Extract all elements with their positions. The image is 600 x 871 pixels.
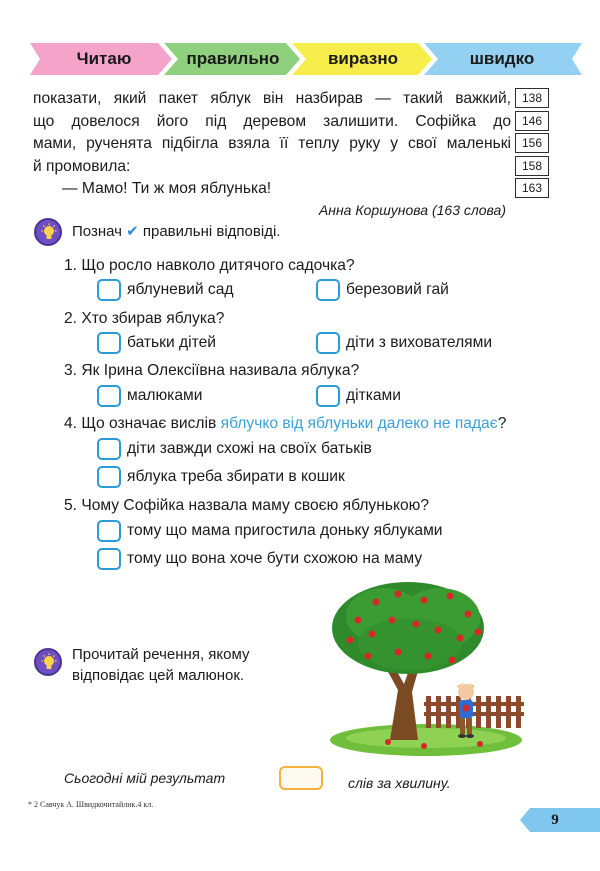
answer-label: діти завжди схожі на своїх батьків <box>127 440 372 457</box>
answer-option[interactable] <box>97 465 345 489</box>
answer-option[interactable] <box>97 384 202 408</box>
question-5: 5. Чому Софійка назвала маму своєю яблунькою? <box>64 497 430 514</box>
ribbon-label-correctly: правильно <box>186 49 280 68</box>
ribbon-label-read: Читаю <box>76 49 132 68</box>
question-1: 1. Що росло навколо дитячого садочка? <box>64 257 355 274</box>
lightbulb-icon <box>34 218 62 246</box>
task2-instruction: Прочитай речення, якому відповідає цей малюнок. <box>72 646 250 684</box>
lightbulb-icon <box>34 648 62 676</box>
task1-instruction <box>72 222 280 240</box>
instruction-text: правильні відповіді. <box>142 223 281 240</box>
answer-label: малюками <box>127 387 203 404</box>
passage-line: — Мамо! Ти ж моя яблунька! <box>62 180 272 197</box>
answer-label: тому що мама пригостила доньку яблуками <box>127 522 443 539</box>
question-mark: ? <box>497 415 507 432</box>
answer-option[interactable] <box>316 331 492 355</box>
checkmark-icon: ✔ <box>126 223 139 240</box>
answer-label: яблуневий сад <box>127 281 234 298</box>
result-input-box[interactable] <box>279 766 323 790</box>
answer-label: діти з вихователями <box>346 334 493 351</box>
word-count-box: 163 <box>515 178 549 198</box>
answer-checkbox[interactable] <box>97 279 121 301</box>
instruction-text: Познач <box>72 223 122 240</box>
reading-passage <box>33 88 511 201</box>
footnote: * 2 Савчук А. Швидкочитайлик.4 кл. <box>28 800 154 809</box>
answer-checkbox[interactable] <box>316 279 340 301</box>
answer-label: березовий гай <box>346 281 449 298</box>
answer-checkbox[interactable] <box>97 520 121 542</box>
question-3: 3. Як Ірина Олексіївна називала яблука? <box>64 362 360 379</box>
answer-option[interactable] <box>97 437 372 461</box>
ribbon-label-expressively: виразно <box>327 49 399 68</box>
answer-checkbox[interactable] <box>97 332 121 354</box>
answer-label: тому що вона хоче бути схожою на маму <box>127 550 423 567</box>
passage-line: показати, який пакет яблук він назбирав — такий важкий, <box>33 90 511 107</box>
answer-checkbox[interactable] <box>97 385 121 407</box>
answer-option[interactable] <box>97 547 422 571</box>
reading-skills-ribbon <box>30 43 582 75</box>
passage-author: Анна Коршунова (163 слова) <box>318 202 506 218</box>
passage-line: й промовила: <box>33 157 131 175</box>
result-label: Сьогодні мій результат <box>64 770 226 786</box>
answer-checkbox[interactable] <box>97 466 121 488</box>
answer-checkbox[interactable] <box>316 332 340 354</box>
answer-option[interactable] <box>97 519 443 543</box>
answer-option[interactable] <box>97 278 233 302</box>
ribbon-label-quickly: швидко <box>469 49 535 68</box>
passage-line: що довелося його під деревом залишити. Софійка до <box>33 112 511 130</box>
answer-label: яблука треба збирати в кошик <box>127 468 345 485</box>
page-number: 9 <box>551 812 559 828</box>
answer-option[interactable] <box>316 384 401 408</box>
result-unit: слів за хвилину. <box>348 775 451 791</box>
word-count-column <box>515 88 549 201</box>
question-text: 4. Що означає вислів <box>64 415 217 432</box>
word-count-box: 138 <box>515 88 549 108</box>
highlighted-saying: яблучко від яблуньки далеко не падає <box>220 415 498 432</box>
answer-option[interactable] <box>316 278 449 302</box>
question-4 <box>64 415 506 433</box>
answer-label: батьки дітей <box>127 334 216 351</box>
word-count-box: 146 <box>515 111 549 131</box>
passage-line: мами, рученята підбігла взяла її теплу руку у свої маленькі <box>33 135 511 152</box>
answer-label: дітками <box>346 387 401 404</box>
answer-checkbox[interactable] <box>97 438 121 460</box>
question-2: 2. Хто збирав яблука? <box>64 310 225 327</box>
answer-checkbox[interactable] <box>316 385 340 407</box>
word-count-box: 158 <box>515 156 549 176</box>
apple-tree-illustration <box>328 580 524 756</box>
answer-checkbox[interactable] <box>97 548 121 570</box>
word-count-box: 156 <box>515 133 549 153</box>
answer-option[interactable] <box>97 331 216 355</box>
